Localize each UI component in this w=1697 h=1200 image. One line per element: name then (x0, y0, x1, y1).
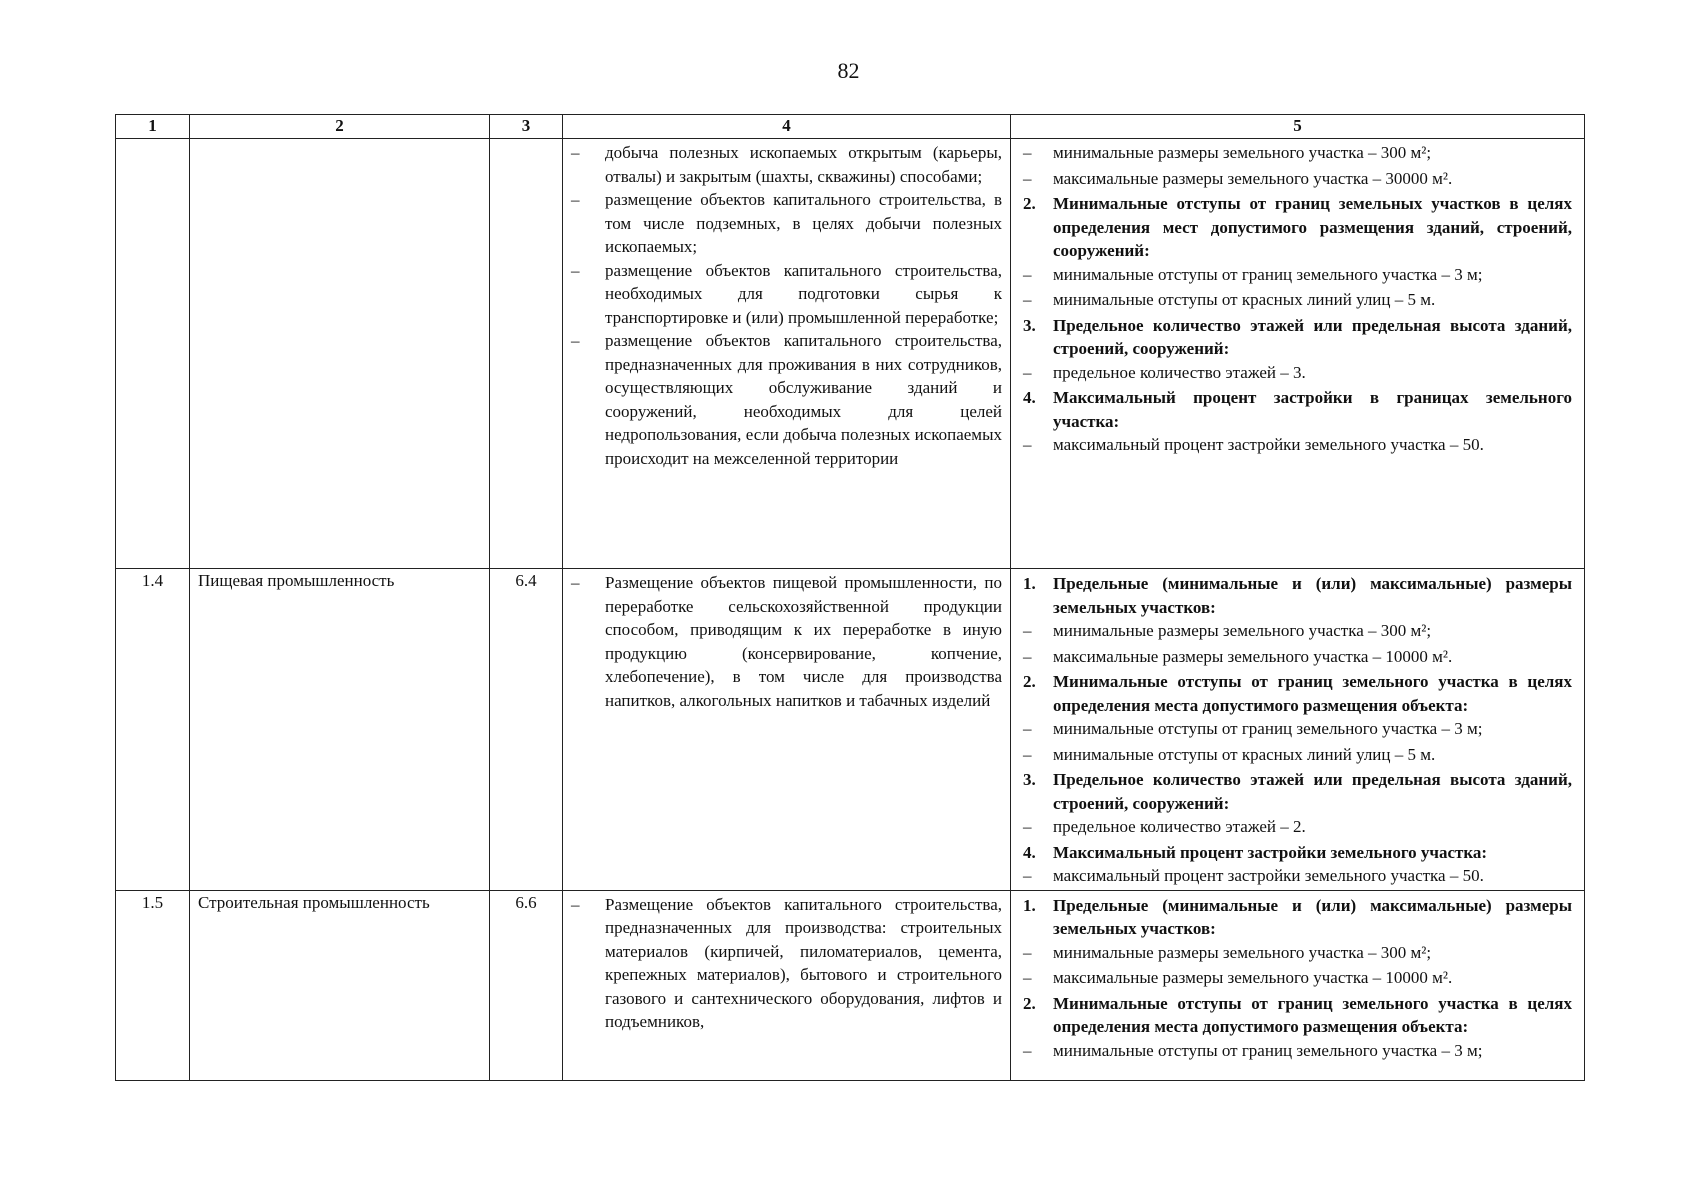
parameter-heading (1023, 768, 1572, 815)
parameter-text: минимальные отступы от красных линий улиц – 5 м. (1053, 290, 1436, 309)
parameter-text: минимальные отступы от красных линий улиц – 5 м. (1053, 744, 1436, 764)
header-col-4: 4 (563, 115, 1011, 139)
parameter-text: максимальный процент застройки земельного участка – 50. (1053, 435, 1484, 454)
row-description (563, 890, 1011, 1080)
dash-marker: – (571, 573, 580, 592)
parameter-item (1023, 966, 1572, 990)
header-col-1: 1 (116, 115, 190, 139)
dash-marker: – (1023, 1040, 1032, 1060)
parameter-text: Предельные (минимальные и (или) максимальные) размеры земельных участков: (1053, 574, 1572, 617)
heading-number: 3. (1023, 770, 1036, 789)
row-number: 1.5 (116, 890, 190, 1080)
header-col-3: 3 (490, 115, 563, 139)
row-number (116, 139, 190, 569)
parameter-text: минимальные размеры земельного участка – 300 м²; (1053, 143, 1432, 162)
heading-number: 2. (1023, 993, 1036, 1013)
table-row (116, 569, 1585, 891)
row-use-name: Строительная промышленность (190, 890, 490, 1080)
parameter-text: Минимальные отступы от границ земельного участка в целях определения места допустимого размещения объекта: (1053, 672, 1572, 715)
parameter-text: предельное количество этажей – 2. (1053, 817, 1306, 836)
list-item-text: размещение объектов капитального строительства, необходимых для подготовки сырья к транспортировке и (или) промышленной переработке; (605, 260, 1002, 327)
parameter-item (1023, 864, 1572, 888)
parameter-item (1023, 433, 1572, 457)
list-item (571, 259, 1002, 330)
heading-number: 4. (1023, 388, 1036, 407)
dash-marker: – (1023, 866, 1032, 885)
parameter-text: Максимальный процент застройки в границах земельного участка: (1053, 388, 1572, 431)
parameter-text: Предельное количество этажей или предельная высота зданий, строений, сооружений: (1053, 770, 1572, 813)
dash-marker: – (1023, 719, 1032, 738)
parameter-text: минимальные отступы от границ земельного участка – 3 м; (1053, 1040, 1483, 1060)
dash-marker: – (1023, 143, 1032, 162)
row-description (563, 569, 1011, 891)
list-item (571, 141, 1002, 188)
list-item-text: Размещение объектов капитального строительства, предназначенных для производства: строительных материалов (кирпичей, пиломатериалов, цемента, крепежных материалов), бытового и строительного газового и сантехнического оборудования, лифтов и подъемников, (605, 894, 1002, 1031)
header-col-5: 5 (1011, 115, 1585, 139)
parameter-heading (1023, 992, 1572, 1039)
parameter-text: минимальные размеры земельного участка – 300 м²; (1053, 942, 1432, 962)
parameter-text: Предельное количество этажей или предельная высота зданий, строений, сооружений: (1053, 315, 1572, 358)
dash-marker: – (1023, 264, 1032, 284)
dash-marker: – (571, 894, 580, 914)
dash-marker: – (1023, 621, 1032, 640)
dash-marker: – (1023, 744, 1032, 764)
parameter-item (1023, 1039, 1572, 1063)
list-item-text: добыча полезных ископаемых открытым (карьеры, отвалы) и закрытым (шахты, скважины) способами; (605, 143, 1002, 186)
description-list (571, 141, 1002, 470)
parameter-text: минимальные отступы от границ земельного участка – 3 м; (1053, 719, 1483, 738)
dash-marker: – (1023, 290, 1032, 309)
list-item (571, 188, 1002, 259)
dash-marker: – (1023, 435, 1032, 454)
row-number: 1.4 (116, 569, 190, 891)
dash-marker: – (1023, 817, 1032, 836)
row-use-code: 6.4 (490, 569, 563, 891)
list-item-text: размещение объектов капитального строительства, предназначенных для проживания в них сотрудников, осуществляющих обслуживание зданий и сооружений, необходимых для целей недропользования, если добыча полезных ископаемых происходит на межселенной территории (605, 331, 1002, 468)
row-parameters (1011, 139, 1585, 569)
heading-number: 2. (1023, 194, 1036, 213)
parameter-item (1023, 717, 1572, 741)
dash-marker: – (571, 143, 580, 162)
parameter-text: максимальные размеры земельного участка – 30000 м². (1053, 168, 1453, 188)
dash-marker: – (1023, 362, 1032, 382)
regulations-table (115, 114, 1585, 1081)
heading-number: 1. (1023, 895, 1036, 915)
dash-marker: – (1023, 968, 1032, 987)
parameter-item (1023, 645, 1572, 669)
heading-number: 4. (1023, 842, 1036, 862)
parameter-heading (1023, 314, 1572, 361)
heading-number: 1. (1023, 574, 1036, 593)
parameter-text: Максимальный процент застройки земельного участка: (1053, 842, 1488, 862)
heading-number: 3. (1023, 315, 1036, 335)
heading-number: 2. (1023, 672, 1036, 691)
description-list (571, 893, 1002, 1034)
parameter-heading (1023, 192, 1572, 263)
row-use-name: Пищевая промышленность (190, 569, 490, 891)
list-item (571, 329, 1002, 470)
table-row (116, 890, 1585, 1080)
list-item (571, 571, 1002, 712)
dash-marker: – (1023, 168, 1032, 188)
table-row (116, 139, 1585, 569)
row-use-code: 6.6 (490, 890, 563, 1080)
parameter-text: Предельные (минимальные и (или) максимальные) размеры земельных участков: (1053, 895, 1572, 938)
parameter-item (1023, 361, 1572, 385)
parameter-text: минимальные размеры земельного участка – 300 м²; (1053, 621, 1432, 640)
dash-marker: – (571, 190, 580, 209)
dash-marker: – (571, 331, 580, 350)
description-list (571, 571, 1002, 712)
parameter-heading (1023, 841, 1572, 865)
parameter-text: минимальные отступы от границ земельного участка – 3 м; (1053, 264, 1483, 284)
dash-marker: – (1023, 646, 1032, 666)
page-number: 82 (837, 58, 860, 83)
parameter-item (1023, 141, 1572, 165)
list-item-text: Размещение объектов пищевой промышленности, по переработке сельскохозяйственной продукции способом, приводящим к их переработке в иную продукцию (консервирование, копчение, хлебопечение), в том числе для производства напитков, алкогольных напитков и табачных изделий (605, 573, 1002, 710)
list-item-text: размещение объектов капитального строительства, в том числе подземных, в целях добычи полезных ископаемых; (605, 190, 1002, 256)
parameter-heading (1023, 386, 1572, 433)
parameter-item (1023, 941, 1572, 965)
parameter-heading (1023, 572, 1572, 619)
parameter-item (1023, 815, 1572, 839)
parameter-item (1023, 743, 1572, 767)
parameter-text: максимальный процент застройки земельного участка – 50. (1053, 866, 1484, 885)
parameter-item (1023, 167, 1572, 191)
parameter-text: Минимальные отступы от границ земельных участков в целях определения мест допустимого размещения зданий, строений, сооружений: (1053, 194, 1572, 260)
row-description (563, 139, 1011, 569)
parameter-text: максимальные размеры земельного участка – 10000 м². (1053, 646, 1453, 666)
parameter-item (1023, 263, 1572, 287)
parameter-text: максимальные размеры земельного участка – 10000 м². (1053, 968, 1453, 987)
row-use-code (490, 139, 563, 569)
parameter-text: Минимальные отступы от границ земельного участка в целях определения места допустимого размещения объекта: (1053, 993, 1572, 1036)
header-row (116, 115, 1585, 139)
parameter-heading (1023, 670, 1572, 717)
row-parameters (1011, 569, 1585, 891)
parameter-item (1023, 288, 1572, 312)
row-parameters (1011, 890, 1585, 1080)
parameter-item (1023, 619, 1572, 643)
list-item (571, 893, 1002, 1034)
row-use-name (190, 139, 490, 569)
parameter-heading (1023, 894, 1572, 941)
dash-marker: – (1023, 942, 1032, 962)
header-col-2: 2 (190, 115, 490, 139)
dash-marker: – (571, 260, 580, 280)
parameter-text: предельное количество этажей – 3. (1053, 362, 1306, 382)
